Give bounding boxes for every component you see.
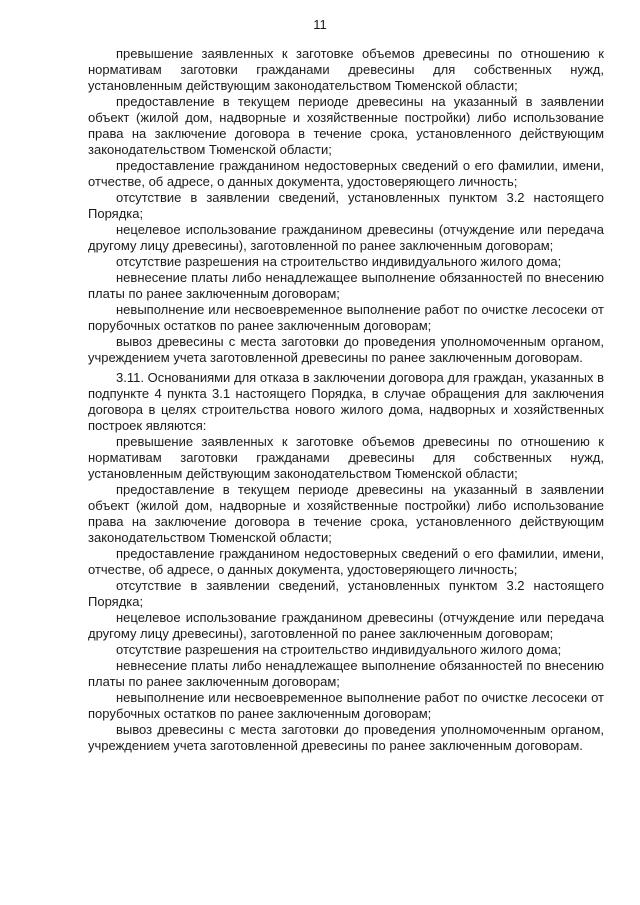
paragraph: нецелевое использование гражданином древесины (отчуждение или передача другому лицу древесины), заготовленной по ранее заключенным договорам; [88,222,604,253]
paragraph: отсутствие в заявлении сведений, установленных пунктом 3.2 настоящего Порядка; [88,190,604,221]
paragraph: невнесение платы либо ненадлежащее выполнение обязанностей по внесению платы по ранее заключенным договорам; [88,270,604,301]
paragraph: отсутствие в заявлении сведений, установленных пунктом 3.2 настоящего Порядка; [88,578,604,609]
paragraph: невыполнение или несвоевременное выполнение работ по очистке лесосеки от порубочных остатков по ранее заключенным договорам; [88,302,604,333]
paragraph: отсутствие разрешения на строительство индивидуального жилого дома; [116,642,562,657]
paragraph: невыполнение или несвоевременное выполнение работ по очистке лесосеки от порубочных остатков по ранее заключенным договорам; [88,690,604,721]
paragraph: предоставление в текущем периоде древесины на указанный в заявлении объект (жилой дом, надворные и хозяйственные постройки) либо использование права на заключение договора в течение срока, установленного действующим законодательством Тюменской области; [88,482,604,545]
paragraph: отсутствие разрешения на строительство индивидуального жилого дома; [116,254,562,269]
section-paragraph-3-11: 3.11. Основаниями для отказа в заключении договора для граждан, указанных в подпункте 4 пункта 3.1 настоящего Порядка, в случае обращения для заключения договора в целях строительства нового жилого дома, надворных и хозяйственных построек являются: [88,370,604,433]
paragraph: превышение заявленных к заготовке объемов древесины по отношению к нормативам заготовки гражданами древесины для собственных нужд, установленным действующим законодательством Тюменской области; [88,46,604,93]
paragraph: невнесение платы либо ненадлежащее выполнение обязанностей по внесению платы по ранее заключенным договорам; [88,658,604,689]
paragraph: нецелевое использование гражданином древесины (отчуждение или передача другому лицу древесины), заготовленной по ранее заключенным договорам; [88,610,604,641]
paragraph: предоставление в текущем периоде древесины на указанный в заявлении объект (жилой дом, надворные и хозяйственные постройки) либо использование права на заключение договора в течение срока, установленного действующим законодательством Тюменской области; [88,94,604,157]
paragraph: вывоз древесины с места заготовки до проведения уполномоченным органом, учреждением учета заготовленной древесины по ранее заключенным договорам. [88,722,604,753]
paragraph: превышение заявленных к заготовке объемов древесины по отношению к нормативам заготовки гражданами древесины для собственных нужд, установленным действующим законодательством Тюменской области; [88,434,604,481]
document-body [88,46,604,754]
paragraph: предоставление гражданином недостоверных сведений о его фамилии, имени, отчестве, об адресе, о данных документа, удостоверяющего личность; [88,546,604,577]
page-number: 11 [313,17,327,32]
paragraph: вывоз древесины с места заготовки до проведения уполномоченным органом, учреждением учета заготовленной древесины по ранее заключенным договорам. [88,334,604,365]
paragraph: предоставление гражданином недостоверных сведений о его фамилии, имени, отчестве, об адресе, о данных документа, удостоверяющего личность; [88,158,604,189]
